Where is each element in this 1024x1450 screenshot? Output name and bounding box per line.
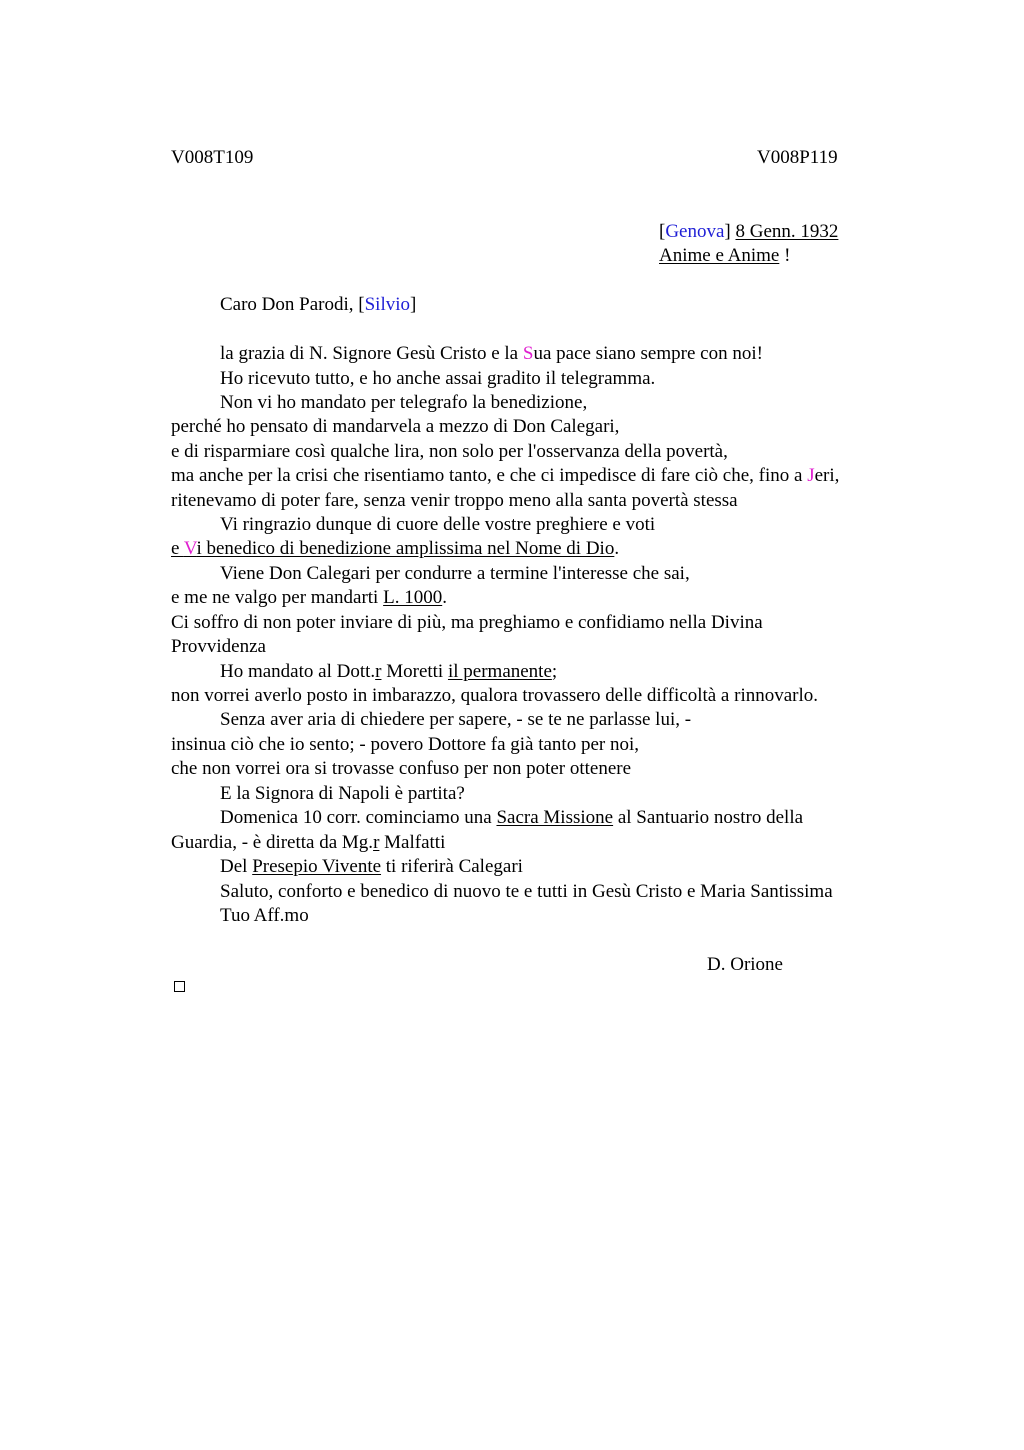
text-span: ; bbox=[551, 661, 558, 682]
end-marker-icon bbox=[174, 981, 185, 992]
body-line: e di risparmiare così qualche lira, non solo per l'osservanza della povertà, bbox=[171, 441, 728, 462]
letter-date: 8 Genn. 1932 bbox=[735, 221, 839, 242]
text-span: e me ne valgo per mandarti bbox=[171, 587, 384, 608]
text-span: al Santuario nostro della bbox=[613, 807, 804, 828]
body-line bbox=[220, 342, 763, 366]
underlined-abbrev: r bbox=[373, 832, 380, 853]
body-line: Non vi ho mandato per telegrafo la benedizione, bbox=[220, 392, 588, 413]
highlighted-capital: S bbox=[522, 343, 534, 364]
signature: D. Orione bbox=[707, 954, 783, 975]
date-line bbox=[659, 220, 838, 244]
body-line bbox=[171, 464, 839, 488]
body-line: Viene Don Calegari per condurre a termine l'interesse che sai, bbox=[220, 563, 690, 584]
underlined-phrase: Presepio Vivente bbox=[252, 856, 382, 877]
body-line: Ci soffro di non poter inviare di più, ma preghiamo e confidiamo nella Divina bbox=[171, 612, 763, 633]
underlined-phrase: Sacra Missione bbox=[496, 807, 614, 828]
text-span: Moretti bbox=[381, 661, 448, 682]
body-line: che non vorrei ora si trovasse confuso per non poter ottenere bbox=[171, 758, 632, 779]
text-span: Domenica 10 corr. cominciamo una bbox=[220, 807, 497, 828]
salutation-text: Caro Don Parodi, bbox=[220, 294, 359, 315]
recipient-name: Silvio bbox=[364, 294, 410, 315]
text-span: ma anche per la crisi che risentiamo tanto, e che ci impedisce di fare ciò che, fino a bbox=[171, 465, 808, 486]
text-span: . bbox=[442, 587, 447, 608]
body-line bbox=[171, 537, 619, 561]
text-span: la grazia di N. Signore Gesù Cristo e la bbox=[220, 343, 523, 364]
motto: Anime e Anime bbox=[659, 245, 780, 266]
underlined-abbrev: r bbox=[375, 661, 382, 682]
body-line bbox=[220, 855, 523, 879]
bracket: [ bbox=[659, 221, 666, 242]
body-line: Senza aver aria di chiedere per sapere, - se te ne parlasse lui, - bbox=[220, 709, 692, 730]
underlined-phrase: il permanente bbox=[447, 661, 552, 682]
document-code-right: V008P119 bbox=[757, 147, 838, 168]
underlined-amount: L. 1000 bbox=[383, 587, 443, 608]
text-span: eri, bbox=[814, 465, 840, 486]
body-line: Provvidenza bbox=[171, 636, 266, 657]
underlined-blessing bbox=[171, 538, 614, 559]
salutation bbox=[220, 293, 416, 317]
text-span: e bbox=[171, 538, 184, 559]
body-line: insinua ciò che io sento; - povero Dottore fa già tanto per noi, bbox=[171, 734, 640, 755]
text-span: i benedico di benedizione amplissima nel Nome di Dio bbox=[196, 538, 615, 559]
body-line: Saluto, conforto e benedico di nuovo te e tutti in Gesù Cristo e Maria Santissima bbox=[220, 881, 833, 902]
bracket: ] bbox=[410, 294, 417, 315]
closing-line: Tuo Aff.mo bbox=[220, 905, 309, 926]
bracket: [ bbox=[358, 294, 365, 315]
text-span: Ho mandato al Dott. bbox=[220, 661, 376, 682]
body-line bbox=[220, 806, 803, 830]
text-span: ua pace siano sempre con noi! bbox=[533, 343, 763, 364]
body-line: ritenevamo di poter fare, senza venir troppo meno alla santa povertà stessa bbox=[171, 490, 738, 511]
body-line: Vi ringrazio dunque di cuore delle vostre preghiere e voti bbox=[220, 514, 656, 535]
body-line bbox=[220, 660, 557, 684]
place-name: Genova bbox=[665, 221, 725, 242]
bracket: ] bbox=[724, 221, 731, 242]
text-span: . bbox=[614, 538, 620, 559]
motto-tail: ! bbox=[779, 245, 791, 266]
text-span: Del bbox=[220, 856, 253, 877]
text-span: Malfatti bbox=[379, 832, 446, 853]
highlighted-capital: J bbox=[807, 465, 815, 486]
text-span: Guardia, - è diretta da Mg. bbox=[171, 832, 374, 853]
document-code-left: V008T109 bbox=[171, 147, 254, 168]
body-line bbox=[171, 586, 447, 610]
body-line bbox=[171, 831, 445, 855]
motto-line bbox=[659, 244, 790, 268]
body-line: Ho ricevuto tutto, e ho anche assai gradito il telegramma. bbox=[220, 368, 656, 389]
body-line: non vorrei averlo posto in imbarazzo, qualora trovassero delle difficoltà a rinnovarlo. bbox=[171, 685, 819, 706]
highlighted-capital: V bbox=[183, 538, 197, 559]
body-line: E la Signora di Napoli è partita? bbox=[220, 783, 465, 804]
body-line: perché ho pensato di mandarvela a mezzo di Don Calegari, bbox=[171, 416, 620, 437]
text-span: ti riferirà Calegari bbox=[381, 856, 523, 877]
